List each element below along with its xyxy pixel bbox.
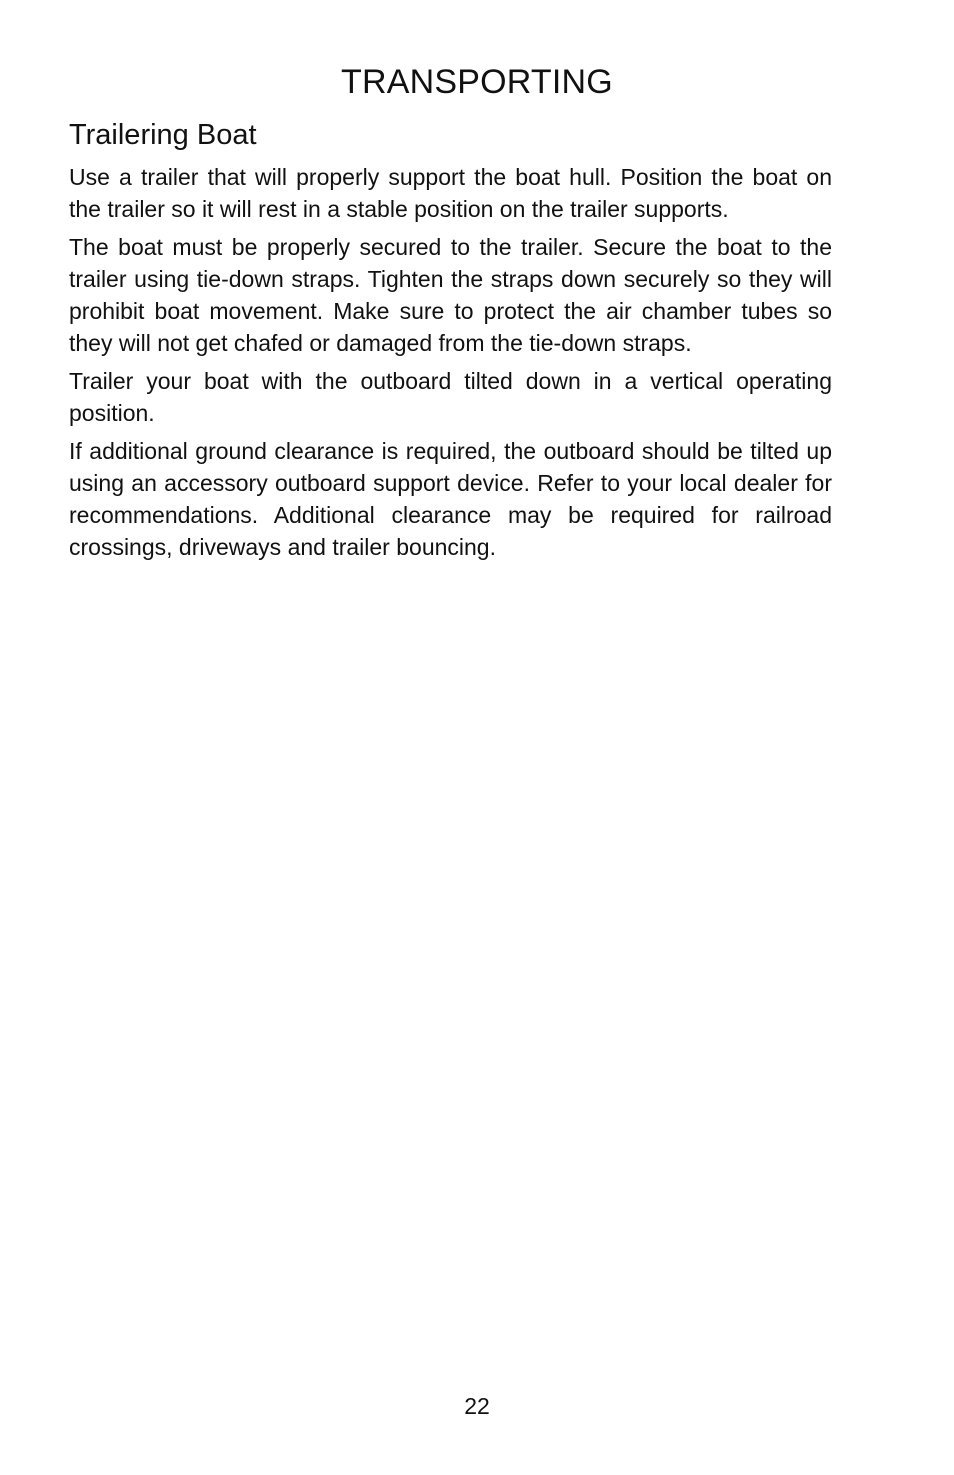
section-title: TRANSPORTING	[341, 63, 613, 101]
paragraph-trailer-support: Use a trailer that will properly support the boat hull. Position the boat on the trailer so it will rest in a stable position on the trailer supports.	[69, 164, 832, 222]
paragraph-outboard-position: Trailer your boat with the outboard tilted down in a vertical operating position.	[69, 368, 832, 426]
page-number: 22	[464, 1393, 490, 1419]
subsection-title: Trailering Boat	[69, 119, 257, 151]
paragraph-securing-boat: The boat must be properly secured to the trailer. Secure the boat to the trailer using tie-down straps. Tighten the straps down securely so they will prohibit boat movement. Make sure to protect the air chamber tubes so they will not get chafed or damaged from the tie-down straps.	[69, 234, 832, 356]
body-text	[69, 161, 832, 569]
paragraph-ground-clearance: If additional ground clearance is required, the outboard should be tilted up using an accessory outboard support device. Refer to your local dealer for recommendations. Additional clearance may be required for railroad crossings, driveways and trailer bouncing.	[69, 438, 832, 560]
